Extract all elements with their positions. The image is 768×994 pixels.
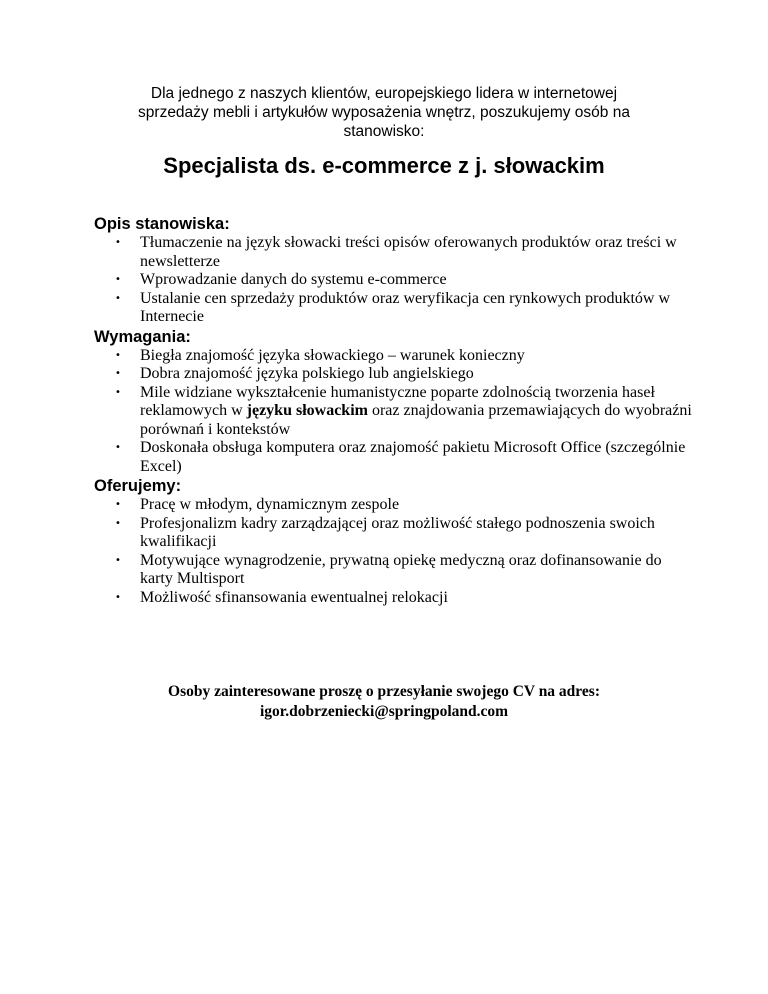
job-content — [94, 214, 694, 607]
requirements-list — [94, 347, 694, 477]
list-item — [94, 515, 694, 552]
intro-paragraph: Dla jednego z naszych klientów, europejskiego lidera w internetowej sprzedaży mebli i artykułów wyposażenia wnętrz, poszukujemy osób na stanowisko: — [138, 85, 630, 140]
list-item-text: Wprowadzanie danych do systemu e-commerce — [140, 271, 447, 288]
list-item — [94, 496, 694, 515]
list-item-text: Ustalanie cen sprzedaży produktów oraz weryfikacja cen rynkowych produktów w Internecie — [140, 289, 671, 325]
bullet-icon: • — [115, 591, 121, 603]
bullet-icon: • — [115, 517, 121, 529]
bullet-icon: • — [115, 386, 121, 398]
list-item-text: Doskonała obsługa komputera oraz znajomość pakietu Microsoft Office (szczególnie Excel) — [140, 439, 686, 475]
description-list — [94, 234, 694, 327]
list-item-text: Biegła znajomość języka słowackiego – warunek konieczny — [140, 346, 525, 364]
bullet-icon: • — [115, 554, 121, 566]
contact-line: Osoby zainteresowane proszę o przesyłanie swojego CV na adres: — [168, 683, 600, 700]
bullet-icon: • — [115, 368, 121, 379]
list-item-text: Dobra znajomość języka polskiego lub angielskiego — [140, 365, 474, 382]
list-item — [94, 290, 694, 327]
contact-email[interactable]: igor.dobrzeniecki@springpoland.com — [259, 703, 509, 720]
job-title: Specjalista ds. e-commerce z j. słowackim — [163, 153, 605, 178]
list-item — [94, 234, 694, 271]
section-heading-offer: Oferujemy: — [94, 477, 182, 495]
bullet-icon: • — [115, 292, 121, 304]
list-item — [94, 347, 694, 366]
list-item — [94, 365, 694, 384]
offer-list — [94, 496, 694, 607]
list-item-text: Możliwość sfinansowania ewentualnej relokacji — [140, 588, 448, 606]
list-item-text: Pracę w młodym, dynamicznym zespole — [140, 496, 400, 513]
list-item-text: Motywujące wynagrodzenie, prywatną opiekę medyczną oraz dofinansowanie do karty Multisport — [140, 551, 662, 587]
section-heading-description: Opis stanowiska: — [94, 215, 230, 233]
list-item-text-start: Mile widziane wykształcenie humanistyczne poparte zdolnością tworzenia haseł reklamowych w — [140, 383, 655, 419]
list-item — [94, 439, 694, 476]
list-item — [94, 271, 694, 290]
bullet-icon: • — [115, 349, 121, 361]
list-item — [94, 384, 694, 440]
bullet-icon: • — [115, 274, 121, 285]
list-item-text: Profesjonalizm kadry zarządzającej oraz możliwość stałego podnoszenia swoich kwalifikacji — [140, 514, 655, 550]
list-item — [94, 589, 694, 608]
section-heading-requirements: Wymagania: — [94, 327, 191, 346]
contact-info — [90, 682, 678, 722]
list-item-text-end: oraz znajdowania przemawiających do wyobraźni porównań i kontekstów — [140, 402, 692, 438]
list-item — [94, 552, 694, 589]
bullet-icon: • — [115, 237, 121, 248]
list-item-text: Tłumaczenie na język słowacki treści opisów oferowanych produktów oraz treści w newsletterze — [140, 234, 677, 270]
list-item-text-bold: języku słowackim — [246, 402, 368, 419]
bullet-icon: • — [115, 499, 121, 510]
bullet-icon: • — [115, 442, 121, 453]
